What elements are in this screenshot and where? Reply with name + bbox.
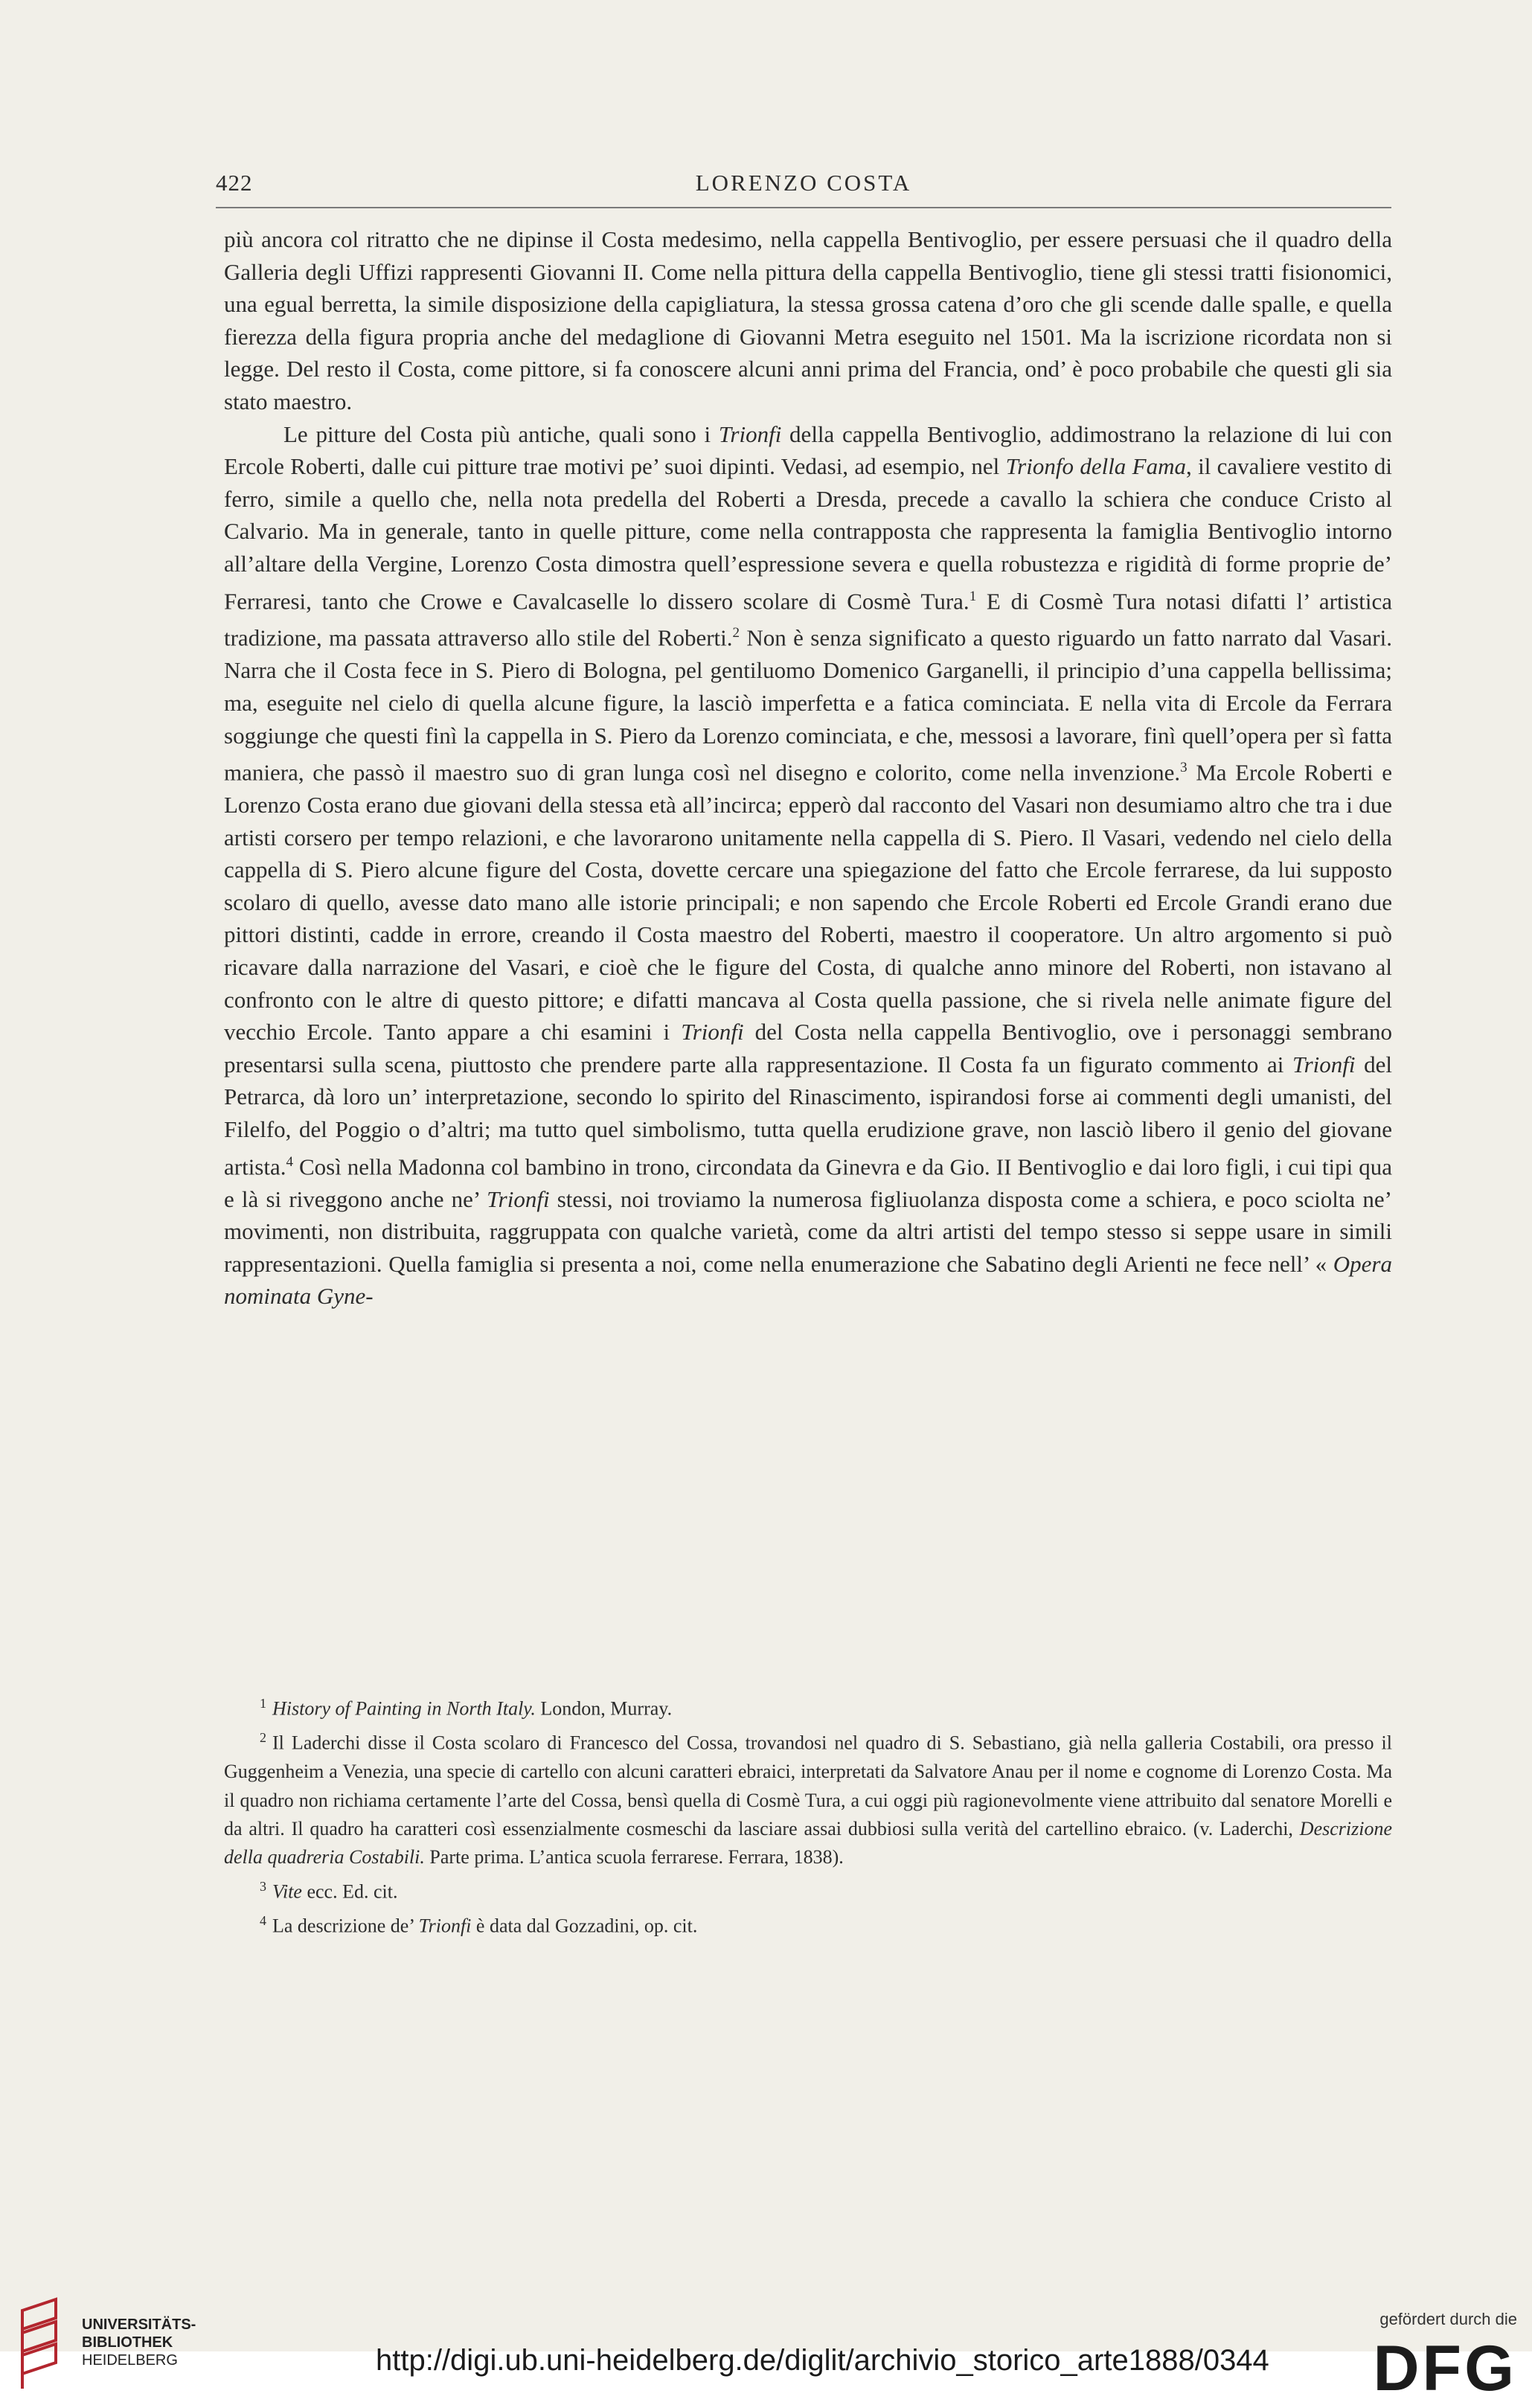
sponsor-text: gefördert durch die xyxy=(1379,2310,1517,2328)
source-url-link[interactable]: http://digi.ub.uni-heidelberg.de/diglit/archivio_storico_arte1888/0344 xyxy=(376,2344,1269,2377)
text-run: stessi, noi troviamo la numerosa figliuolanza disposta come a schiera, e poco sciolta ne’ movimenti, non distribuita, raggruppata con qualche varietà, come da altri artisti del tempo stesso si seppe usare in simili rappresentazioni. Quella famiglia si presenta a noi, come nella enumerazione che Sabatino degli Arienti ne fece nell’ « xyxy=(224,1185,1392,1277)
text-run: Non è senza significato a questo riguardo un fatto narrato dal Vasari. Narra che il Costa fece in S. Piero di Bologna, pel gentiluomo Domenico Garganelli, il principio d’una cappella bellissima; ma, eseguite nel cielo di quella alcune figure, la lasciò imperfetta e a fatica cominciata. E nella vita di Ercole da Ferrara soggiunge che questi finì la cappella in S. Piero da Lorenzo cominciata, e che, messosi a lavorare, finì quell’opera per sì fatta maniera, che passò il maestro suo di gran lunga così nel disegno e colorito, come nella invenzione. xyxy=(224,624,1392,786)
footnote-4 xyxy=(224,1906,1392,1941)
footnote-mark: 4 xyxy=(260,1912,266,1928)
library-line: BIBLIOTHEK xyxy=(82,2334,173,2351)
text-run: Le pitture del Costa più antiche, quali sono i xyxy=(283,420,719,447)
text-run: E di Cosmè Tura notasi difatti l’ artistica tradizione, ma passata attraverso allo stile del Roberti. xyxy=(224,587,1392,651)
footnote-ref: 3 xyxy=(1180,760,1188,776)
library-name xyxy=(82,2316,196,2369)
library-logo-icon xyxy=(15,2296,70,2392)
footnote-mark: 2 xyxy=(260,1730,266,1746)
page-number: 422 xyxy=(216,170,253,196)
page-title: LORENZO COSTA xyxy=(695,170,912,196)
footnote-mark: 1 xyxy=(260,1696,266,1711)
paragraph-1: più ancora col ritratto che ne dipinse il Costa medesimo, nella cappella Bentivoglio, per essere persuasi che il quadro della Galleria degli Uffizi rappresenti Giovanni II. Come nella pittura della cappella Bentivoglio, tiene gli stessi tratti fisionomici, una egual berretta, la simile disposizione della capigliatura, la stessa grossa catena d’oro che gli scende dalle spalle, e quella fierezza della figura propria anche del medaglione di Giovanni Metra eseguito nel 1501. Ma la iscrizione ricordata non si legge. Del resto il Costa, come pittore, si fa conoscere alcuni anni prima del Francia, ond’ è poco probabile che questi gli sia stato maestro. xyxy=(224,226,1392,414)
footnote-2 xyxy=(224,1723,1392,1872)
text-run: della cappella Bentivoglio, addimostrano la relazione di lui con Ercole Roberti, dalle cui pitture trae motivi pe’ suoi dipinti. Vedasi, ad esempio, nel xyxy=(224,420,1392,480)
body-text xyxy=(224,223,1392,1313)
running-head xyxy=(216,170,1391,208)
footnote-text: è data dal Gozzadini, op. cit. xyxy=(471,1915,698,1937)
text-run: del Petrarca, dà loro un’ interpretazione, secondo lo spirito del Rinascimento, ispirandosi forse ai commenti degli umanisti, del Filelfo, del Poggio o d’altri; ma tutto quel simbolismo, tutta quella erudizione grave, non lasciò libero il genio del giovane artista. xyxy=(224,1051,1392,1179)
paragraph-2 xyxy=(224,418,1392,1313)
footnote-italic: Vite xyxy=(272,1880,302,1903)
footnote-ref: 2 xyxy=(732,625,740,641)
footnote-text: ecc. Ed. cit. xyxy=(301,1880,398,1903)
italic-title: Trionfi xyxy=(1292,1051,1356,1077)
italic-title: Opera nominata Gyne- xyxy=(224,1250,1392,1310)
italic-title: Trionfi xyxy=(718,420,782,447)
text-run: Così nella Madonna col bambino in trono, circondata da Ginevra e da Gio. II Bentivoglio e dai loro figli, i cui tipi qua e là si riveggono anche ne’ xyxy=(224,1153,1392,1212)
text-run: , il cavaliere vestito di ferro, simile a quello che, nella nota predella del Roberti a Dresda, precede a cavallo la schiera che conduce Cristo al Calvario. Ma in generale, tanto in quelle pitture, come nella contrapposta che rappresenta la famiglia Bentivoglio intorno all’altare della Vergine, Lorenzo Costa dimostra quell’espressione severa e quella robustezza e rigidità di forme proprie de’ Ferraresi, tanto che Crowe e Cavalcaselle lo dissero scolare di Cosmè Tura. xyxy=(224,453,1392,614)
footnote-text: London, Murray. xyxy=(535,1697,673,1720)
footnote-text: Il Laderchi disse il Costa scolaro di Francesco del Cossa, trovandosi nel quadro di S. Sebastiano, già nella galleria Costabili, ora presso il Guggenheim a Venezia, una specie di cartello con alcuni caratteri ebraici, interpretati da Salvatore Anau per il nome e cognome di Lorenzo Costa. Ma il quadro non richiama certamente l’arte del Cossa, bensì quella di Cosmè Tura, a cui oggi più ragionevolmente viene attribuito dal senatore Morelli e da altri. Il quadro ha caratteri così essenzialmente cosmeschi da lasciare assai dubbiosi sulla verità del cartellino ebraico. (v. Laderchi, xyxy=(224,1732,1392,1839)
italic-title: Trionfi xyxy=(487,1185,550,1212)
footnote-1 xyxy=(224,1689,1392,1723)
footnote-text: La descrizione de’ xyxy=(272,1915,419,1937)
library-line: HEIDELBERG xyxy=(82,2352,178,2369)
text-run: del Costa nella cappella Bentivoglio, ove i personaggi sembrano presentarsi sulla scena, piuttosto che prendere parte alla rappresentazione. Il Costa fa un figurato commento ai xyxy=(224,1019,1392,1077)
footnote-3 xyxy=(224,1872,1392,1906)
footnote-ref: 4 xyxy=(286,1153,293,1170)
footnotes xyxy=(224,1689,1392,1941)
footnote-text: Parte prima. L’antica scuola ferrarese. Ferrara, 1838). xyxy=(424,1846,844,1869)
italic-title: Trionfo della Fama xyxy=(1005,453,1186,480)
italic-title: Trionfi xyxy=(681,1019,744,1046)
dfg-logo: DFG xyxy=(1373,2333,1517,2404)
text-run: Ma Ercole Roberti e Lorenzo Costa erano due giovani della stessa età all’incirca; epperò dal racconto del Vasari non desumiamo altro che tra i due artisti corsero per tempo relazioni, e che lavorarono unitamente nella cappella di S. Piero. Il Vasari, vedendo nel cielo della cappella di S. Piero alcune figure del Costa, dovette cercare una spiegazione del fatto che Ercole ferrarese, da lui supposto scolaro di quello, avesse dato mano alle istorie principali; e non sapendo che Ercole Roberti ed Ercole Grandi erano due pittori distinti, cadde in errore, creando il Costa maestro del Roberti, maestro il cooperatore. Un altro argomento si può ricavare dalla narrazione del Vasari, e cioè che le figure del Costa, di qualche anno minore del Roberti, non istavano al confronto con le altre di questo pittore; e difatti mancava al Costa quella passione, che si rivela nelle animate figure del vecchio Ercole. Tanto appare a chi esamini i xyxy=(224,759,1392,1046)
footnote-italic: Trionfi xyxy=(418,1915,472,1937)
footnote-mark: 3 xyxy=(260,1878,266,1894)
library-line: UNIVERSITÄTS- xyxy=(82,2316,196,2333)
footnote-italic: History of Painting in North Italy. xyxy=(272,1697,536,1720)
footnote-italic: Descrizione della quadreria Costabili. xyxy=(224,1817,1392,1869)
footnote-ref: 1 xyxy=(969,588,977,604)
